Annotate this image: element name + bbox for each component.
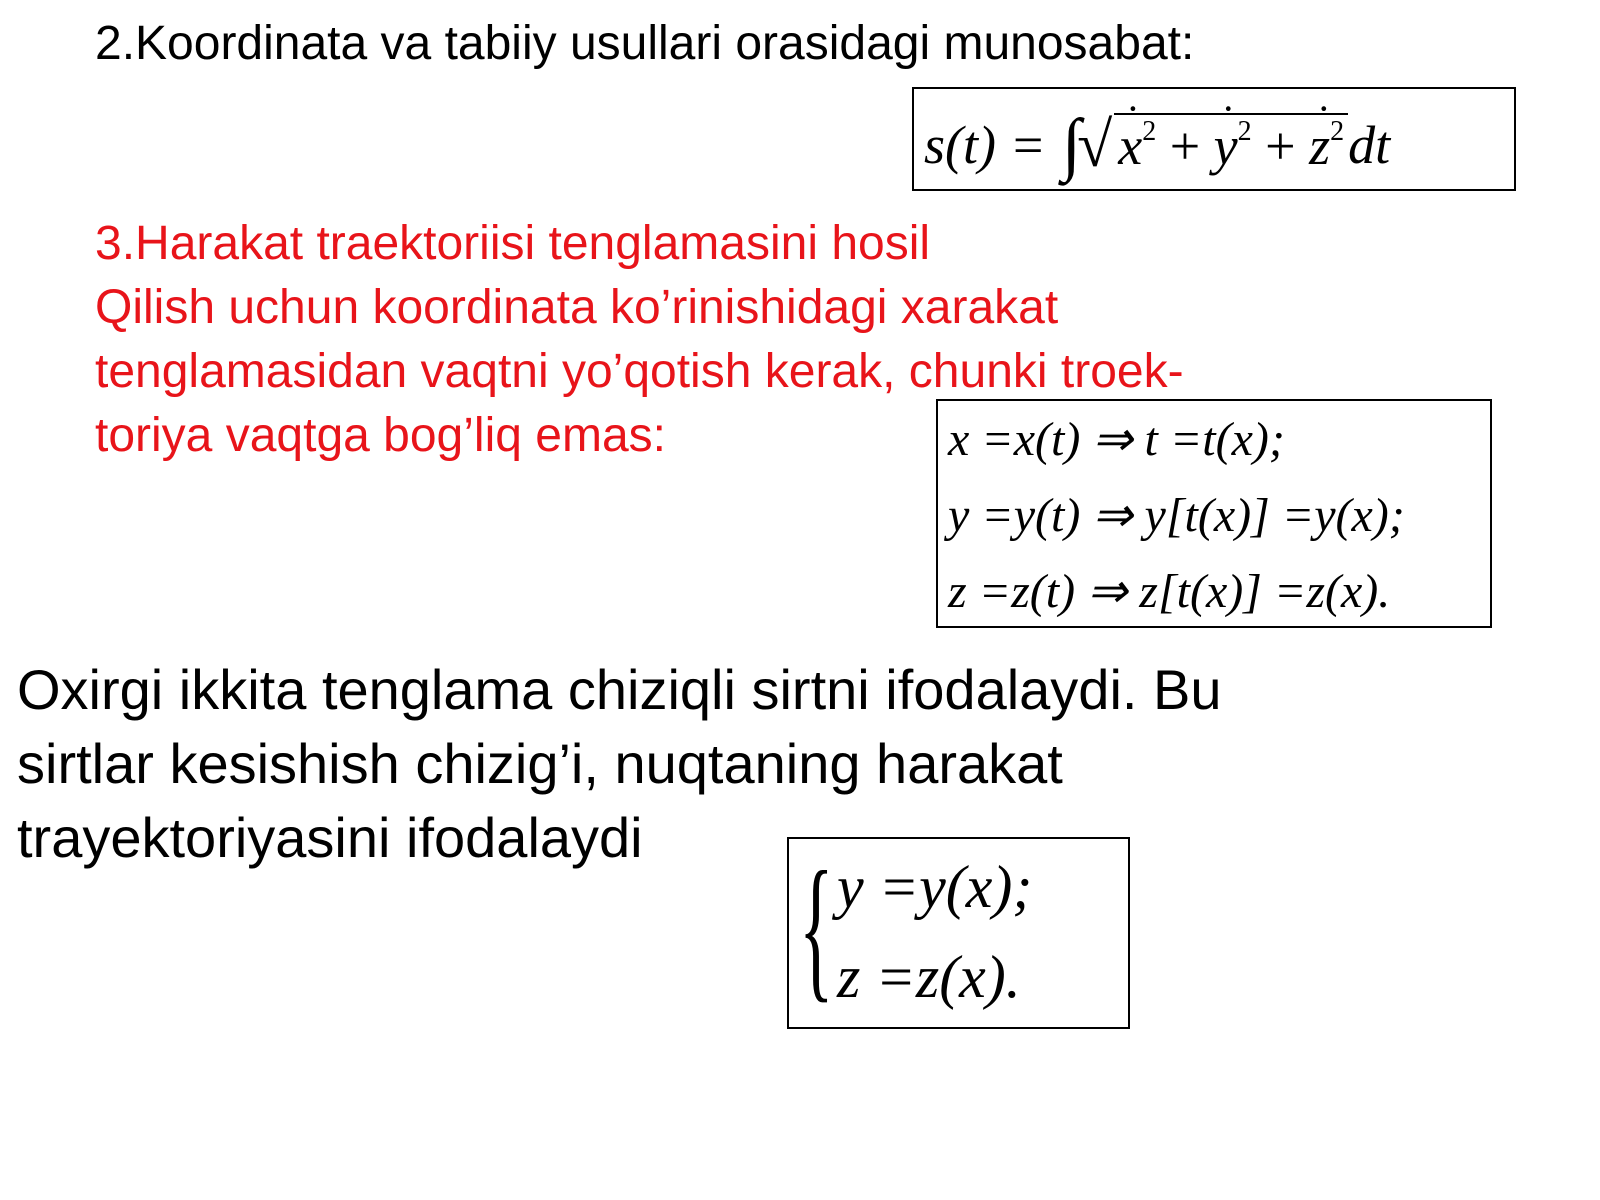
- equation-row-x: x =x(t) ⇒ t =t(x);: [948, 413, 1285, 466]
- conclusion-line-1: Oxirgi ikkita tenglama chiziqli sirtni ifodalaydi. Bu: [17, 658, 1222, 721]
- exp-y: 2: [1237, 116, 1252, 147]
- system-row-z: z =z(x).: [837, 944, 1021, 1010]
- system-brace: {: [799, 838, 834, 1016]
- conclusion-line-3: trayektoriyasini ifodalaydi: [17, 806, 643, 869]
- radical-sign: √: [1077, 109, 1113, 180]
- differential: dt: [1348, 115, 1391, 175]
- elimination-equations-box: [936, 399, 1492, 628]
- plus-1: +: [1169, 116, 1201, 176]
- section-3-line-4: toriya vaqtga bog’liq emas:: [95, 409, 666, 462]
- section-3-line-3: tenglamasidan vaqtni yo’qotish kerak, chunki troek-: [95, 345, 1184, 398]
- trajectory-system-box: [787, 837, 1130, 1029]
- z-dot: · z: [1309, 115, 1330, 177]
- plus-2: +: [1265, 116, 1296, 176]
- conclusion-line-2: sirtlar kesishish chizig’i, nuqtaning harakat: [17, 732, 1063, 795]
- section-3-line-2: Qilish uchun koordinata ko’rinishidagi xarakat: [95, 281, 1059, 334]
- equation-row-y: y =y(t) ⇒ y[t(x)] =y(x);: [948, 489, 1405, 542]
- arc-length-formula: [924, 105, 1390, 185]
- radicand: [1114, 113, 1348, 177]
- arc-length-formula-box: [912, 87, 1516, 191]
- integral-sign: ∫: [1061, 106, 1082, 183]
- exp-z: 2: [1330, 116, 1345, 147]
- x-dot: · x: [1118, 115, 1142, 177]
- section-2-heading: 2.Koordinata va tabiiy usullari orasidagi munosabat:: [95, 17, 1195, 70]
- formula-lhs: s(t) =: [924, 115, 1046, 175]
- section-3-line-1: 3.Harakat traektoriisi tenglamasini hosil: [95, 217, 931, 270]
- equation-row-z: z =z(t) ⇒ z[t(x)] =z(x).: [948, 565, 1391, 618]
- system-row-y: y =y(x);: [837, 854, 1033, 920]
- y-dot: · y: [1214, 115, 1238, 177]
- exp-x: 2: [1142, 116, 1157, 147]
